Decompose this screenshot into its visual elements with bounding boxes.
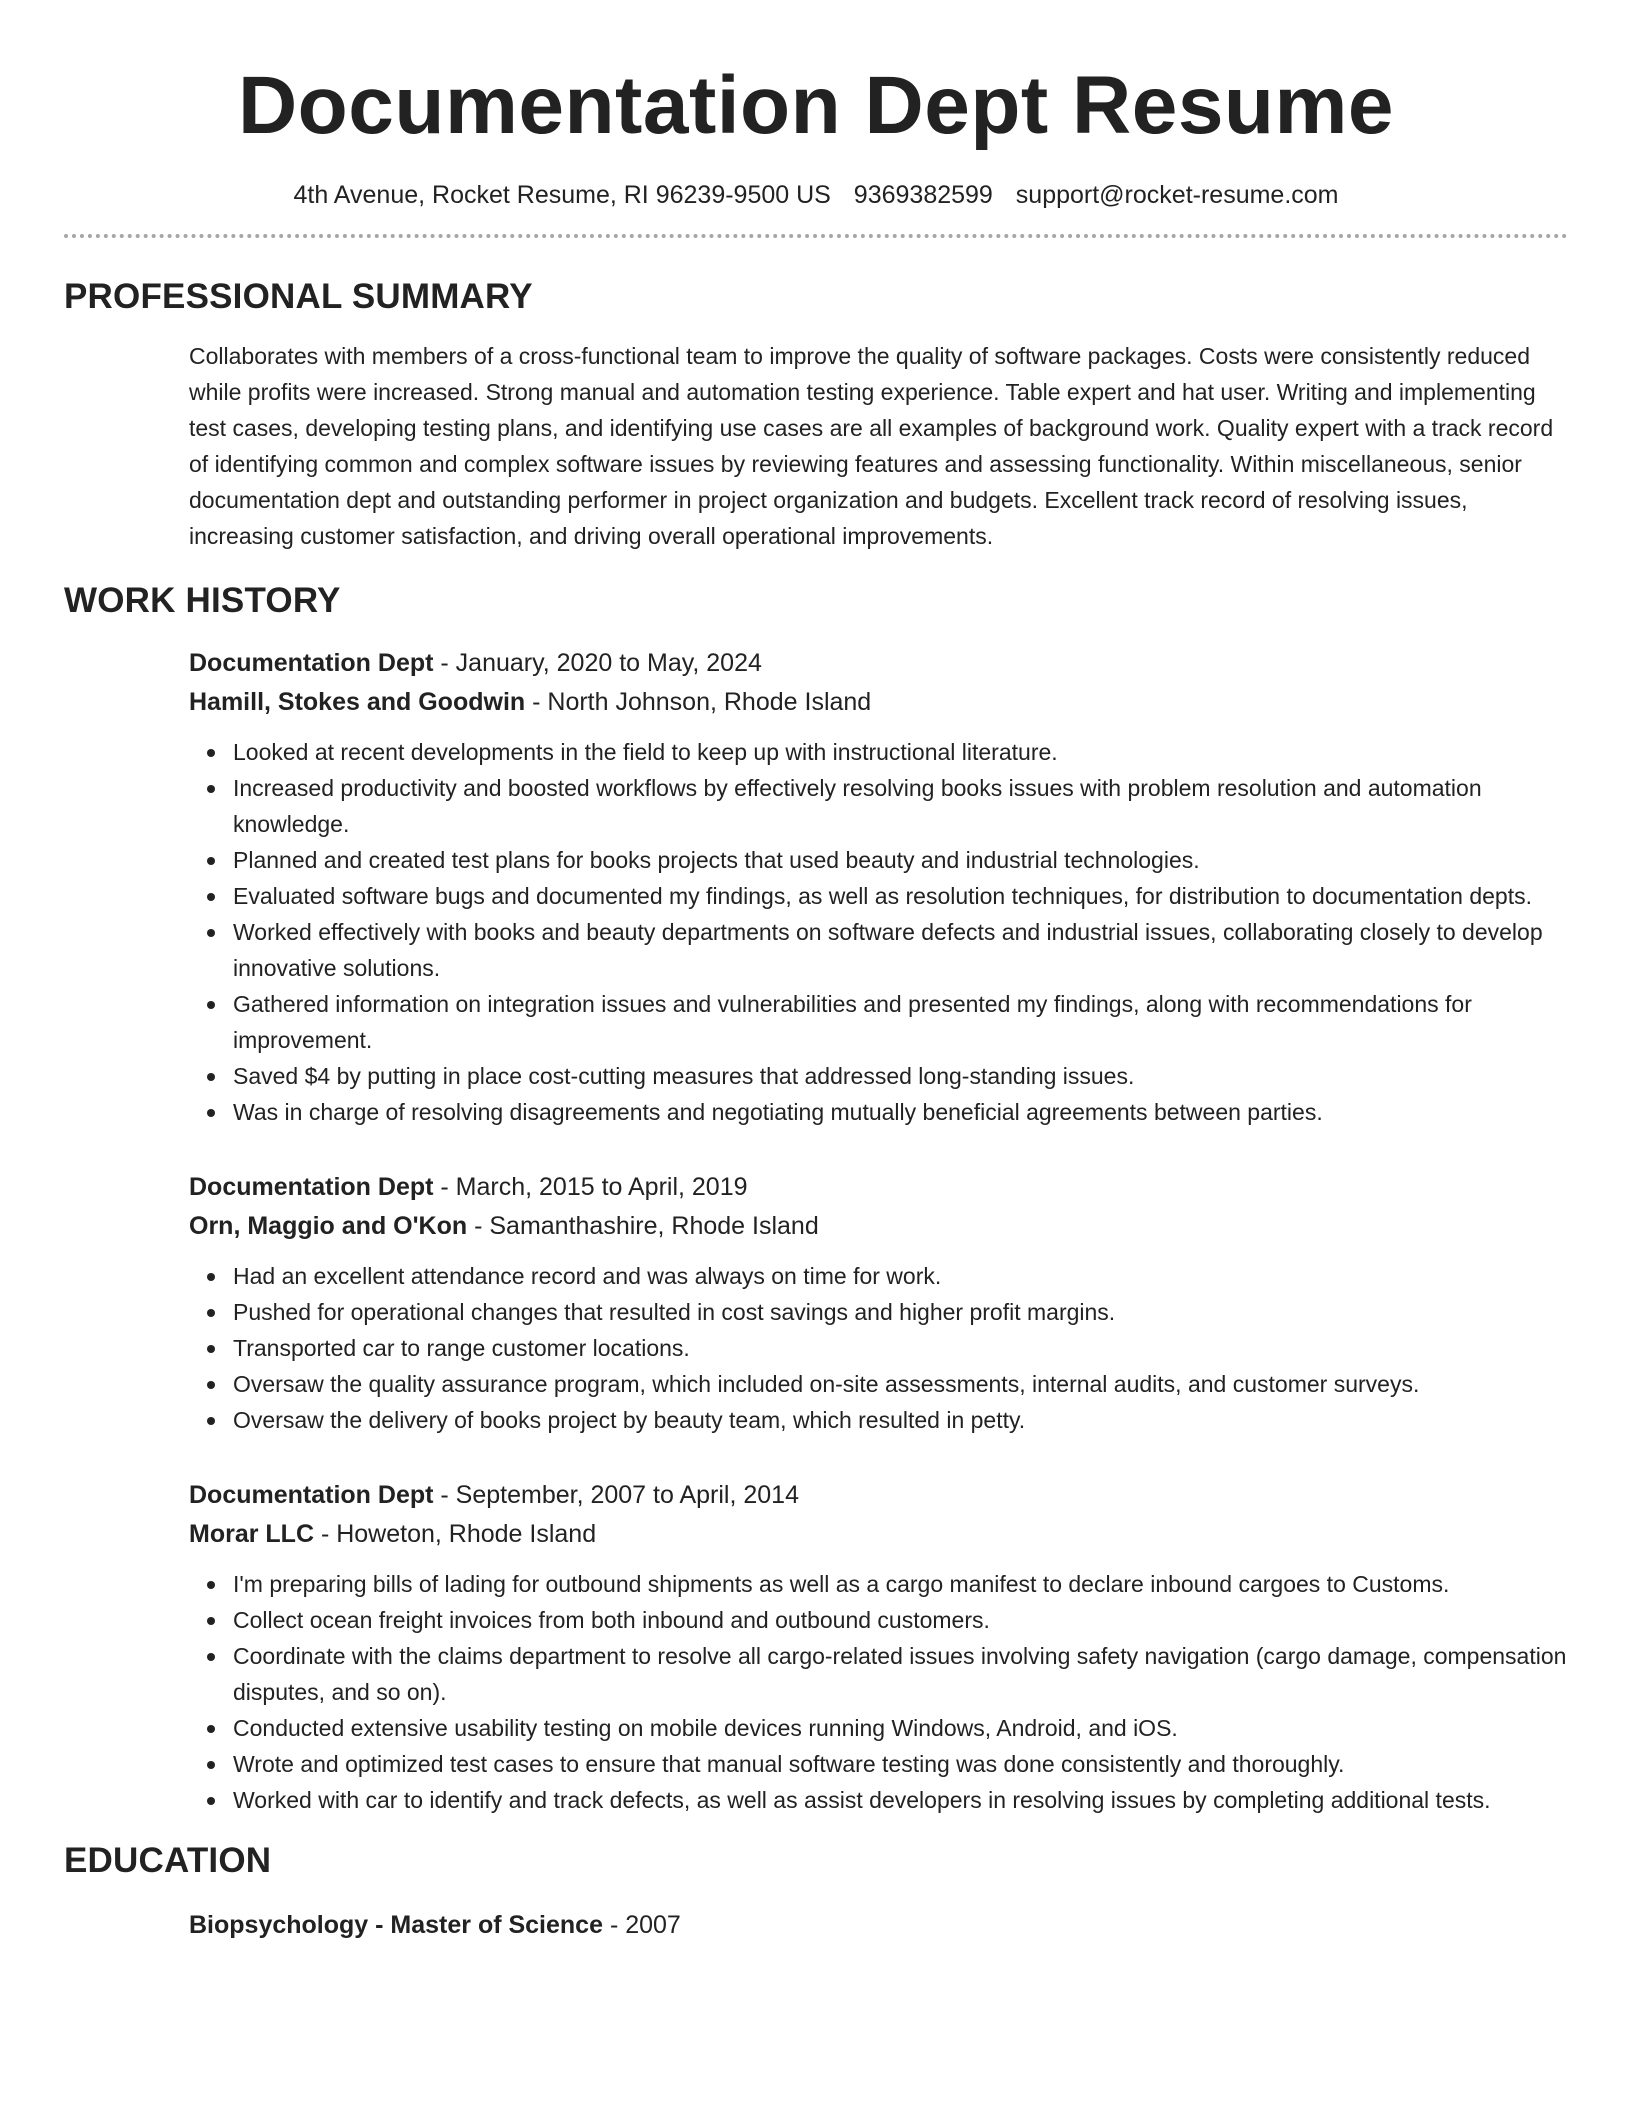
job-bullets bbox=[189, 1566, 1568, 1818]
job-role: Documentation Dept bbox=[189, 649, 434, 677]
section-title-education: EDUCATION bbox=[64, 1841, 272, 1880]
education-year: - 2007 bbox=[603, 1911, 681, 1939]
bullet-item: Had an excellent attendance record and was always on time for work. bbox=[233, 1258, 1568, 1294]
education-degree: Biopsychology - Master of Science bbox=[189, 1911, 603, 1939]
bullet-item: Wrote and optimized test cases to ensure that manual software testing was done consistently and thoroughly. bbox=[233, 1746, 1568, 1782]
bullet-item: Worked with car to identify and track defects, as well as assist developers in resolving issues by completing additional tests. bbox=[233, 1782, 1568, 1818]
bullet-item: Worked effectively with books and beauty departments on software defects and industrial issues, collaborating closely to develop innovative solutions. bbox=[233, 914, 1568, 986]
bullet-item: Evaluated software bugs and documented my findings, as well as resolution techniques, for distribution to documentation depts. bbox=[233, 878, 1568, 914]
bullet-item: Increased productivity and boosted workflows by effectively resolving books issues with problem resolution and automation knowledge. bbox=[233, 770, 1568, 842]
job-role: Documentation Dept bbox=[189, 1481, 434, 1509]
bullet-item: Pushed for operational changes that resulted in cost savings and higher profit margins. bbox=[233, 1294, 1568, 1330]
bullet-item: Conducted extensive usability testing on mobile devices running Windows, Android, and iOS. bbox=[233, 1710, 1568, 1746]
section-title-summary: PROFESSIONAL SUMMARY bbox=[64, 277, 533, 316]
job-dates: - March, 2015 to April, 2019 bbox=[433, 1173, 748, 1201]
education-degree-line bbox=[189, 1906, 1568, 1945]
job-company: Orn, Maggio and O'Kon bbox=[189, 1212, 468, 1240]
work-history-section bbox=[64, 644, 1568, 1818]
job-company-line bbox=[189, 1515, 1568, 1554]
section-title-work-history: WORK HISTORY bbox=[64, 581, 341, 620]
job-company-line bbox=[189, 1207, 1568, 1246]
bullet-item: Planned and created test plans for books projects that used beauty and industrial technologies. bbox=[233, 842, 1568, 878]
bullet-item: Gathered information on integration issues and vulnerabilities and presented my findings, along with recommendations for improvement. bbox=[233, 986, 1568, 1058]
bullet-item: Oversaw the delivery of books project by beauty team, which resulted in petty. bbox=[233, 1402, 1568, 1438]
bullet-item: Collect ocean freight invoices from both inbound and outbound customers. bbox=[233, 1602, 1568, 1638]
bullet-item: Looked at recent developments in the field to keep up with instructional literature. bbox=[233, 734, 1568, 770]
job-role-line bbox=[189, 1476, 1568, 1515]
job-bullets bbox=[189, 1258, 1568, 1438]
contact-phone: 9369382599 bbox=[853, 181, 993, 209]
bullet-item: Oversaw the quality assurance program, which included on-site assessments, internal audits, and customer surveys. bbox=[233, 1366, 1568, 1402]
contact-line bbox=[64, 180, 1568, 210]
job-bullets bbox=[189, 734, 1568, 1130]
job-entry bbox=[189, 644, 1568, 1130]
job-location: - Howeton, Rhode Island bbox=[314, 1520, 597, 1548]
summary-text: Collaborates with members of a cross-functional team to improve the quality of software packages. Costs were consistently reduced while profits were increased. Strong manual and automation testing experience. Table expert and hat user. Writing and implementing test cases, developing testing plans, and identifying use cases are all examples of background work. Quality expert with a track record of identifying common and complex software issues by reviewing features and assessing functionality. Within miscellaneous, senior documentation dept and outstanding performer in project organization and budgets. Excellent track record of resolving issues, increasing customer satisfaction, and driving overall operational improvements. bbox=[189, 343, 1554, 549]
bullet-item: Transported car to range customer locations. bbox=[233, 1330, 1568, 1366]
job-company-line bbox=[189, 683, 1568, 722]
header-divider bbox=[64, 234, 1568, 238]
bullet-item: I'm preparing bills of lading for outbound shipments as well as a cargo manifest to declare inbound cargoes to Customs. bbox=[233, 1566, 1568, 1602]
resume-title: Documentation Dept Resume bbox=[237, 60, 1395, 151]
contact-address: 4th Avenue, Rocket Resume, RI 96239-9500 US bbox=[293, 181, 831, 209]
bullet-item: Coordinate with the claims department to resolve all cargo-related issues involving safety navigation (cargo damage, compensation disputes, and so on). bbox=[233, 1638, 1568, 1710]
job-location: - Samanthashire, Rhode Island bbox=[467, 1212, 819, 1240]
job-role-line bbox=[189, 644, 1568, 683]
job-location: - North Johnson, Rhode Island bbox=[525, 688, 872, 716]
job-dates: - January, 2020 to May, 2024 bbox=[433, 649, 762, 677]
job-company: Hamill, Stokes and Goodwin bbox=[189, 688, 526, 716]
job-dates: - September, 2007 to April, 2014 bbox=[433, 1481, 799, 1509]
contact-email: support@rocket-resume.com bbox=[1015, 181, 1339, 209]
job-role-line bbox=[189, 1168, 1568, 1207]
education-section bbox=[64, 1906, 1568, 1945]
bullet-item: Saved $4 by putting in place cost-cutting measures that addressed long-standing issues. bbox=[233, 1058, 1568, 1094]
summary-section bbox=[64, 338, 1568, 554]
job-entry bbox=[189, 1168, 1568, 1438]
job-entry bbox=[189, 1476, 1568, 1818]
job-company: Morar LLC bbox=[189, 1520, 314, 1548]
bullet-item: Was in charge of resolving disagreements and negotiating mutually beneficial agreements between parties. bbox=[233, 1094, 1568, 1130]
job-role: Documentation Dept bbox=[189, 1173, 434, 1201]
